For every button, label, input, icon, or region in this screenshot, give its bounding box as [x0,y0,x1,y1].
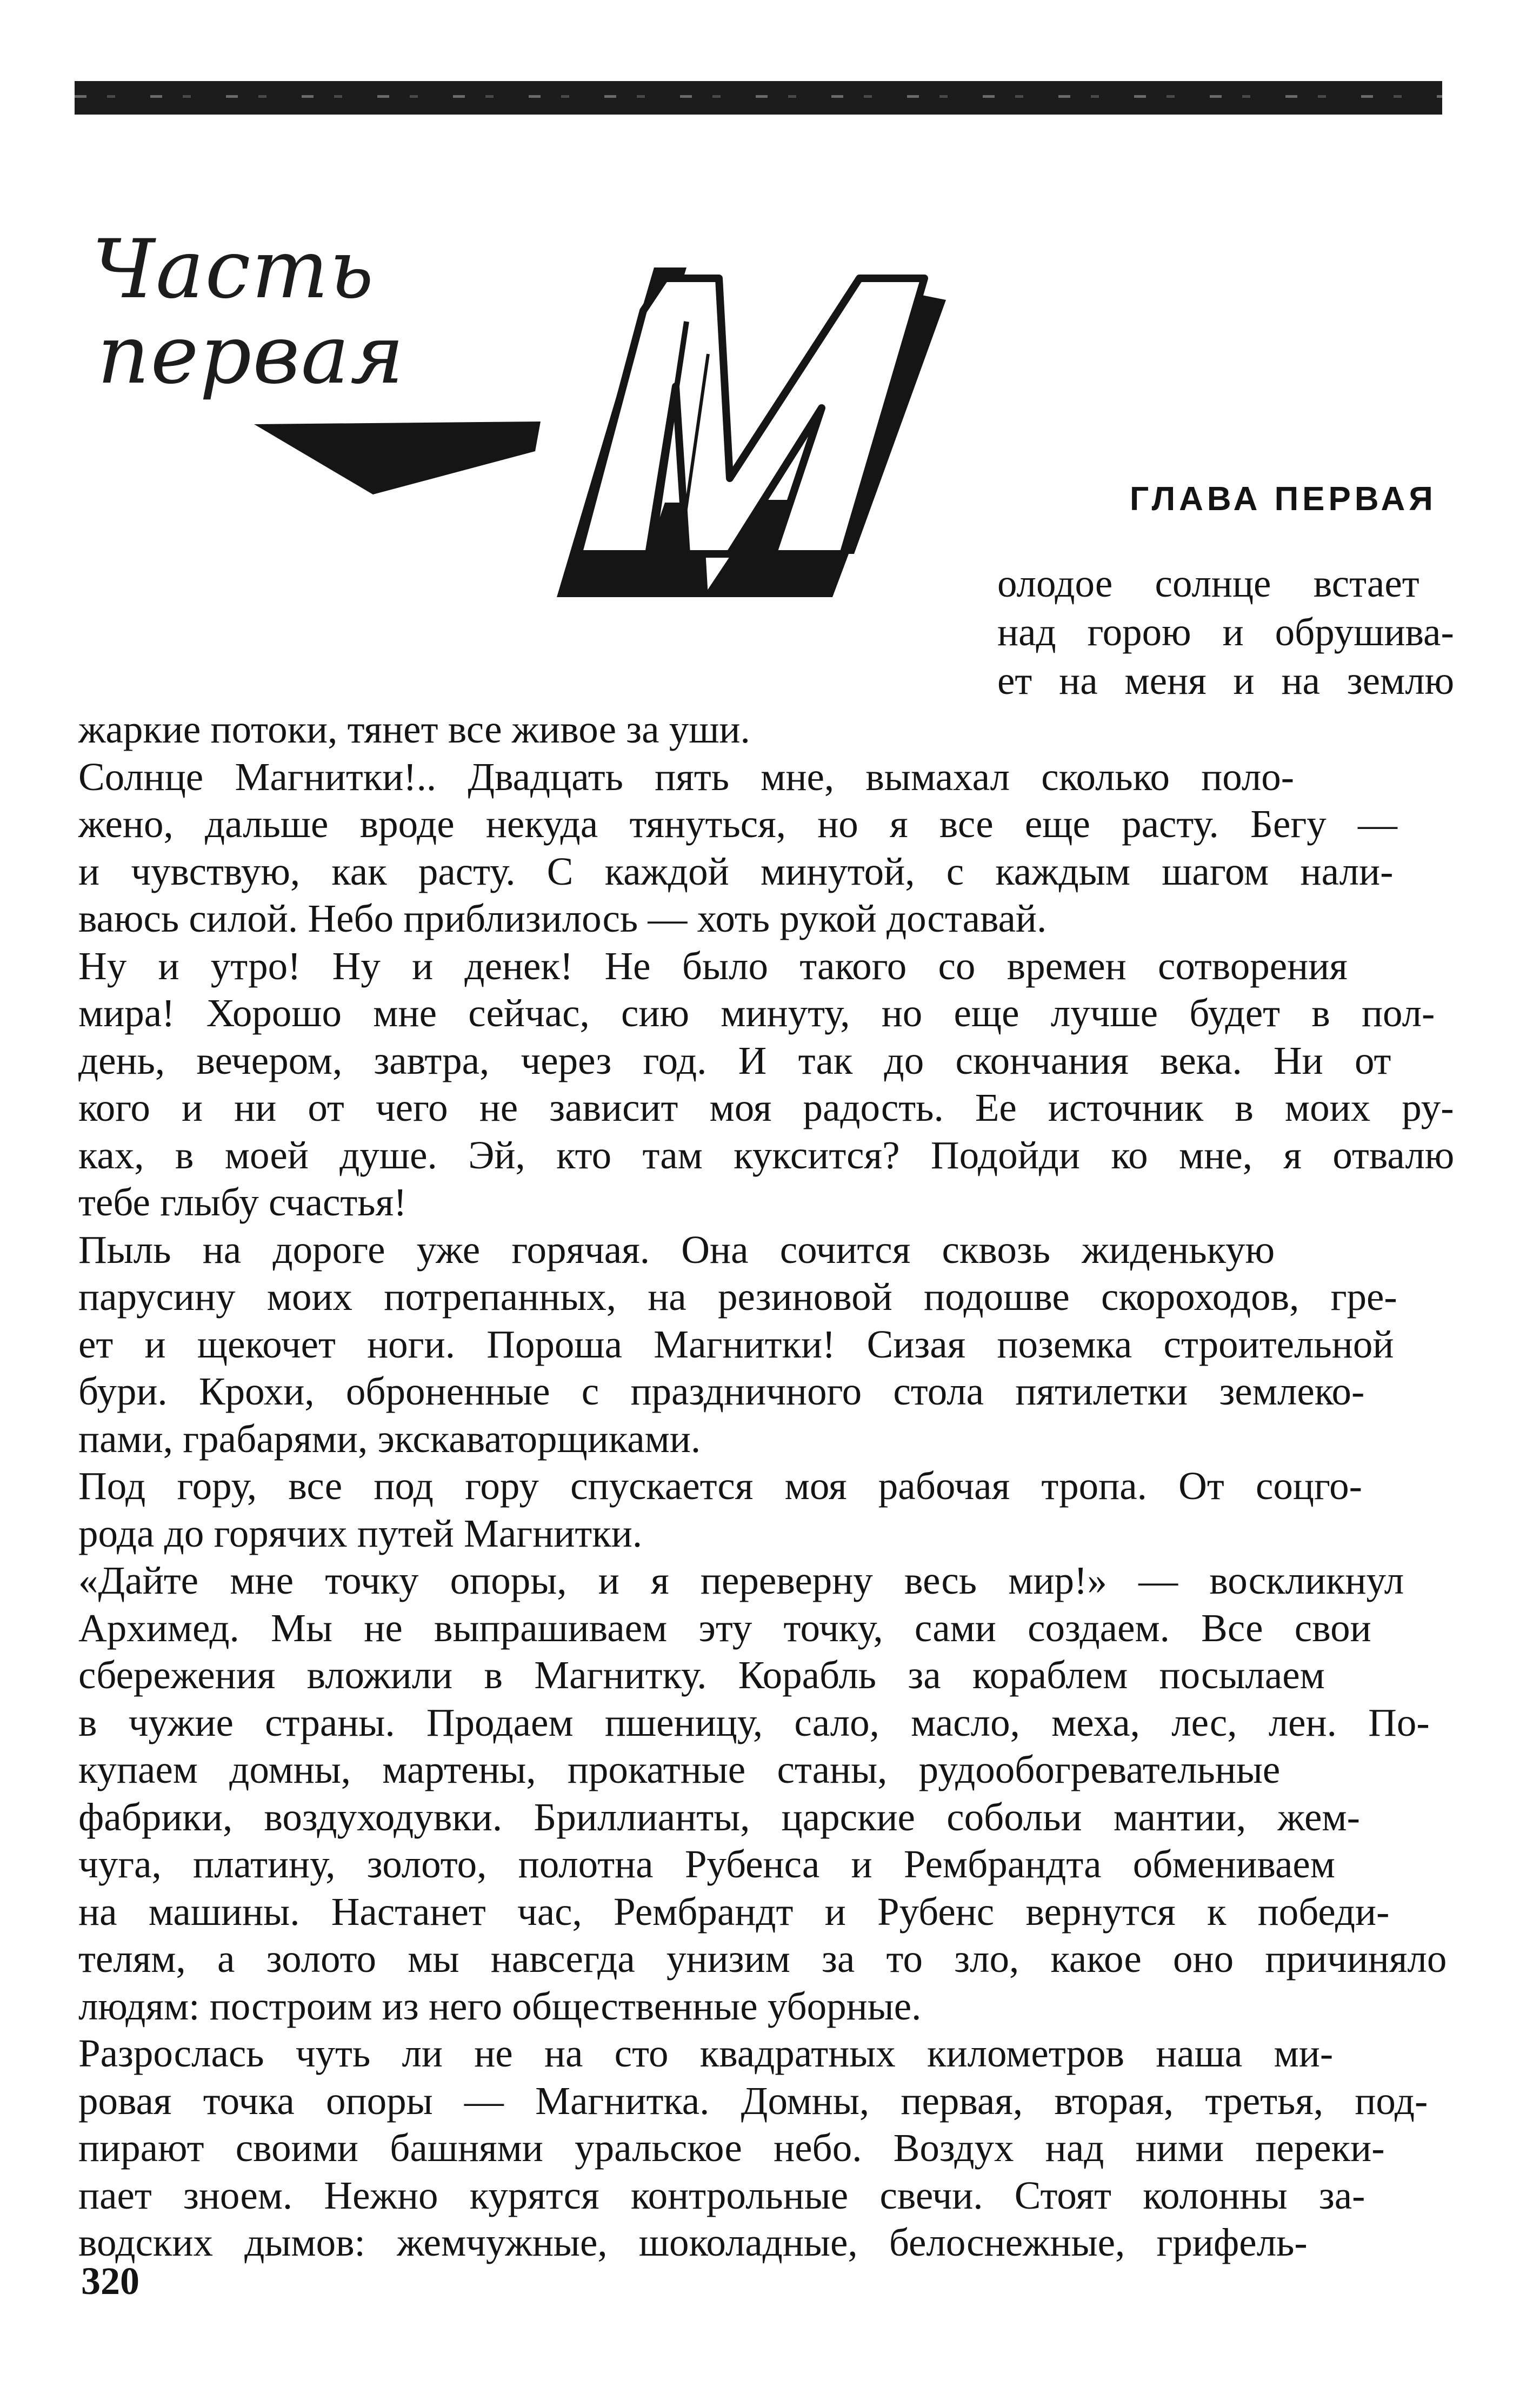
body-line: «Дайте мне точку опоры, и я переверну весь мир!» — воскликнул [78,1558,1404,1602]
drop-cap-letter-face [578,278,924,554]
lead-line-3: ет на меня и на землю [997,659,1455,703]
drop-cap-initial [254,246,951,600]
body-line: пает зноем. Нежно курятся контрольные свечи. Стоят колонны за- [78,2173,1365,2217]
body-line: Разрослась чуть ли не на сто квадратных километров наша ми- [78,2031,1334,2075]
top-decorative-rule [75,81,1442,115]
body-line: в чужие страны. Продаем пшеницу, сало, масло, меха, лес, лен. По- [78,1700,1430,1744]
body-line: людям: построим из него общественные уборные. [78,1984,922,2028]
body-line: Ну и утро! Ну и денек! Не было такого со времен сотворения [78,944,1348,988]
body-line: водских дымов: жемчужные, шоколадные, белоснежные, грифель- [78,2220,1308,2264]
body-line: парусину моих потрепанных, на резиновой подошве скороходов, гре- [78,1275,1397,1319]
body-line: мира! Хорошо мне сейчас, сию минуту, но еще лучше будет в пол- [78,991,1435,1035]
chapter-heading: ГЛАВА ПЕРВАЯ [1130,480,1437,518]
body-line: Пыль на дороге уже горячая. Она сочится сквозь жиденькую [78,1227,1275,1272]
body-line: Под гору, все под гору спускается моя рабочая тропа. От соцго- [78,1464,1362,1508]
body-line: на машины. Настанет час, Рембрандт и Рубенс вернутся к победи- [78,1889,1390,1934]
part-title-line-2: первая [97,308,405,402]
lead-line-2: над горою и обрушива- [997,610,1454,654]
lead-line-1: олодое солнце встает [997,561,1419,605]
page-number: 320 [81,2259,139,2303]
body-line: купаем домны, мартены, прокатные станы, рудообогревательные [78,1748,1281,1791]
body-line: ках, в моей душе. Эй, кто там куксится? Подойди ко мне, я отвалю [78,1133,1455,1177]
body-line: и чувствую, как расту. С каждой минутой, с каждым шагом нали- [78,849,1394,893]
body-line: ет и щекочет ноги. Пороша Магнитки! Сизая поземка строительной [78,1322,1394,1366]
body-line: Солнце Магнитки!.. Двадцать пять мне, вымахал сколько поло- [78,754,1295,799]
body-line: жено, дальше вроде некуда тянуться, но я все еще расту. Бегу — [78,802,1398,846]
drop-cap-wedge [254,422,541,494]
body-line: Архимед. Мы не выпрашиваем эту точку, сами создаем. Все свои [78,1606,1371,1650]
body-line: ровая точка опоры — Магнитка. Домны, первая, вторая, третья, под- [78,2078,1428,2123]
part-title-line-1: Часть [92,223,375,317]
body-line: жаркие потоки, тянет все живое за уши. [78,707,750,751]
body-line: чуга, платину, золото, полотна Рубенса и Рембрандта обмениваем [78,1842,1335,1886]
body-line: сбережения вложили в Магнитку. Корабль за кораблем посылаем [78,1653,1325,1697]
body-line: рода до горячих путей Магнитки. [78,1511,643,1555]
body-line: тебе глыбу счастья! [78,1180,407,1224]
body-line: ваюсь силой. Небо приблизилось — хоть рукой доставай. [78,897,1047,940]
body-line: пами, грабарями, экскаваторщиками. [78,1416,701,1461]
body-line: телям, а золото мы навсегда унизим за то зло, какое оно причиняло [78,1937,1447,1981]
body-line: бури. Крохи, оброненные с праздничного стола пятилетки землеко- [78,1369,1365,1413]
body-line: кого и ни от чего не зависит моя радость. Ее источник в моих ру- [78,1086,1454,1129]
body-line: день, вечером, завтра, через год. И так до скончания века. Ни от [78,1038,1391,1082]
body-line: пирают своими башнями уральское небо. Воздух над ними переки- [78,2126,1385,2170]
body-line: фабрики, воздуходувки. Бриллианты, царские собольи мантии, жем- [78,1795,1360,1839]
